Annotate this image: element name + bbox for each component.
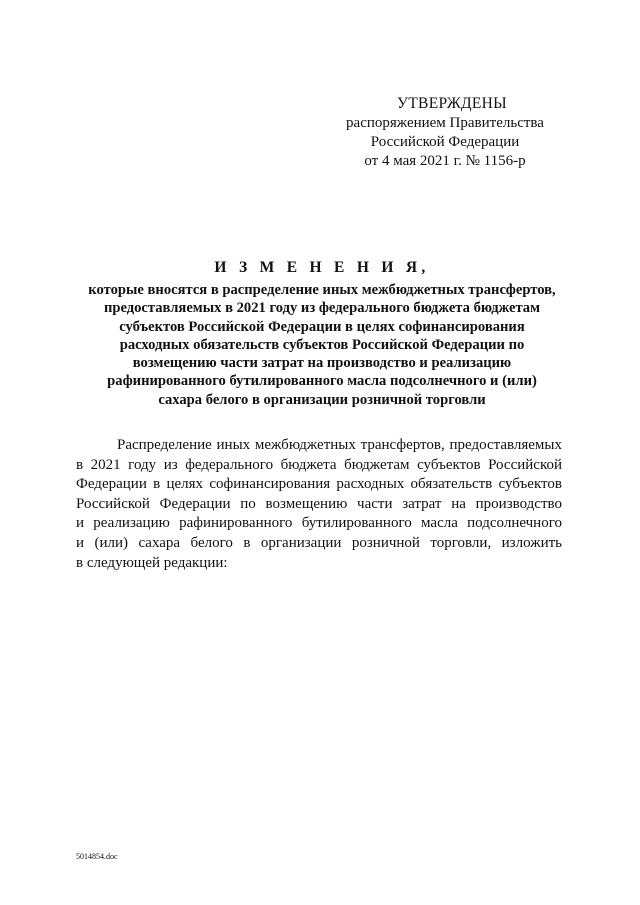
- approval-line-date-number: от 4 мая 2021 г. № 1156-р: [364, 153, 526, 169]
- approval-heading: УТВЕРЖДЕНЫ: [397, 95, 507, 112]
- body-line: Федерации в целях софинансирования расходных обязательств субъектов: [76, 476, 562, 493]
- subtitle-line: предоставляемых в 2021 году из федерального бюджета бюджетам: [103, 300, 541, 317]
- body-line: в следующей редакции:: [76, 554, 228, 571]
- approval-line-authority: распоряжением Правительства: [346, 115, 544, 131]
- body-line: и (или) сахара белого в организации розничной торговли, изложить: [76, 534, 562, 551]
- subtitle-line: которые вносятся в распределение иных межбюджетных трансфертов,: [88, 282, 556, 298]
- body-line: Распределение иных межбюджетных трансфертов, предоставляемых: [117, 437, 562, 453]
- subtitle-line: расходных обязательств субъектов Российской Федерации по: [119, 336, 525, 353]
- body-line: Российской Федерации по возмещению части затрат на производство: [76, 495, 562, 512]
- footer-filename: 5014854.doc: [76, 852, 118, 861]
- document-title-block: [70, 258, 574, 409]
- document-title: И З М Е Н Е Н И Я,: [214, 259, 430, 276]
- subtitle-line: сахара белого в организации розничной торговли: [158, 391, 486, 408]
- subtitle-line: возмещению части затрат на производство и реализацию: [132, 355, 512, 372]
- subtitle-line: субъектов Российской Федерации в целях софинансирования: [119, 318, 525, 335]
- approval-line-government: Российской Федерации: [370, 134, 520, 150]
- subtitle-line: рафинированного бутилированного масла подсолнечного и (или): [107, 373, 537, 390]
- approval-block: [330, 94, 560, 171]
- body-line: и реализацию рафинированного бутилированного масла подсолнечного: [76, 515, 562, 532]
- body-line: в 2021 году из федерального бюджета бюджетам субъектов Российской: [76, 456, 562, 473]
- body-paragraph: [76, 436, 562, 573]
